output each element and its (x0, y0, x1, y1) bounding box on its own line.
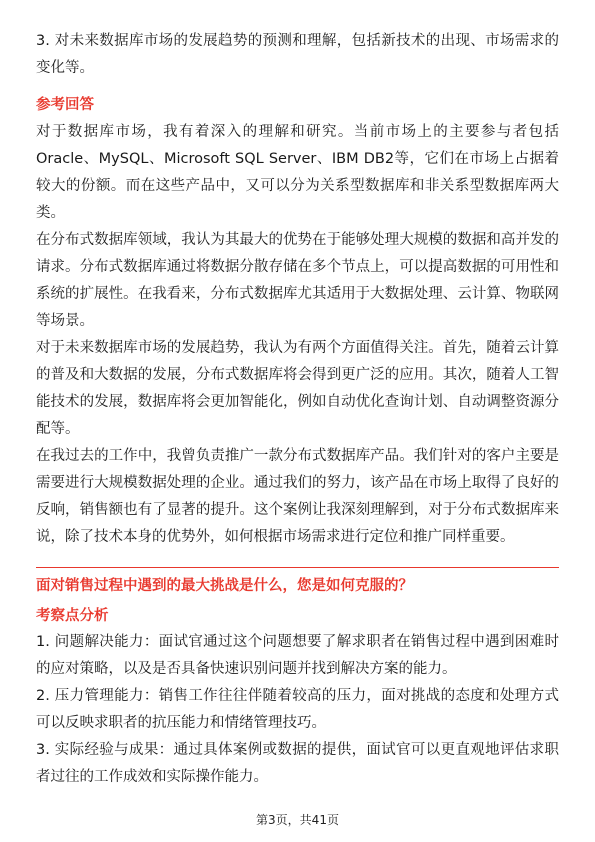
page-content (36, 28, 559, 791)
analysis-item: 1. 问题解决能力：面试官通过这个问题想要了解求职者在销售过程中遇到困难时的应对策略，以及是否具备快速识别问题并找到解决方案的能力。 (36, 634, 559, 677)
page-number-footer: 第3页，共41页 (256, 813, 339, 827)
analysis-item: 3. 实际经验与成果：通过具体案例或数据的提供，面试官可以更直观地评估求职者过往的工作成效和实际操作能力。 (36, 742, 559, 785)
analysis-item: 2. 压力管理能力：销售工作往往伴随着较高的压力，面对挑战的态度和处理方式可以反映求职者的抗压能力和情绪管理技巧。 (36, 688, 559, 731)
answer-paragraph: 在分布式数据库领域，我认为其最大的优势在于能够处理大规模的数据和高并发的请求。分布式数据库通过将数据分散存储在多个节点上，可以提高数据的可用性和系统的扩展性。在我看来，分布式数据库尤其适用于大数据处理、云计算、物联网等场景。 (36, 232, 559, 329)
analysis-heading: 考察点分析 (36, 608, 109, 624)
question-block (36, 567, 559, 791)
reference-answer-heading: 参考回答 (36, 97, 94, 113)
answer-paragraph: 在我过去的工作中，我曾负责推广一款分布式数据库产品。我们针对的客户主要是需要进行大规模数据处理的企业。通过我们的努力，该产品在市场上取得了良好的反响，销售额也有了显著的提升。这个案例让我深刻理解到，对于分布式数据库来说，除了技术本身的优势外，如何根据市场需求进行定位和推广同样重要。 (36, 448, 559, 545)
answer-paragraph: 对于数据库市场，我有着深入的理解和研究。当前市场上的主要参与者包括Oracle、MySQL、Microsoft SQL Server、IBM DB2等，它们在市场上占据着较大的份额。而在这些产品中，又可以分为关系型数据库和非关系型数据库两大类。 (36, 124, 559, 221)
section-divider (36, 567, 559, 568)
question-title: 面对销售过程中遇到的最大挑战是什么，您是如何克服的？ (36, 578, 413, 594)
intro-list-item: 3. 对未来数据库市场的发展趋势的预测和理解，包括新技术的出现、市场需求的变化等。 (36, 33, 559, 76)
answer-paragraph: 对于未来数据库市场的发展趋势，我认为有两个方面值得关注。首先，随着云计算的普及和大数据的发展，分布式数据库将会得到更广泛的应用。其次，随着人工智能技术的发展，数据库将会更加智能化，例如自动优化查询计划、自动调整资源分配等。 (36, 340, 559, 437)
